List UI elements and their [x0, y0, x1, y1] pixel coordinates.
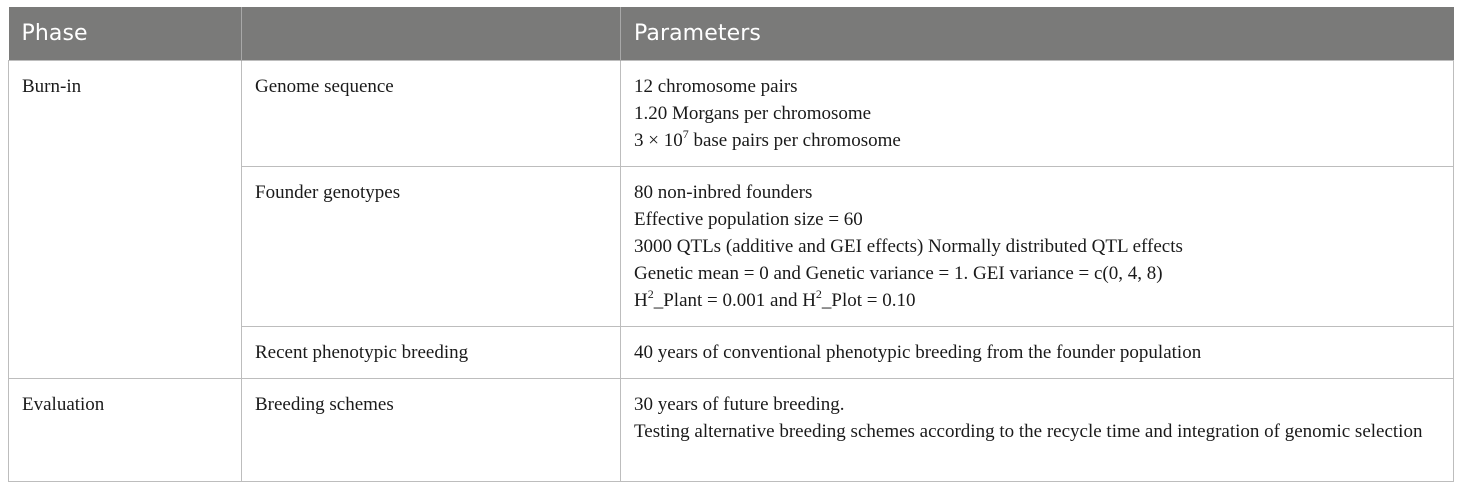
table-row [9, 61, 1454, 167]
stage-cell-founder-genotypes: Founder genotypes [242, 167, 621, 327]
param-line: Testing alternative breeding schemes according to the recycle time and integration of genomic selection [634, 421, 1423, 442]
param-line: $3 \times 10^7$ base pairs per chromosome [634, 126, 901, 151]
table-row [9, 379, 1454, 482]
param-line: $H^2\_Plant = 0.001$ and $H^2\_Plot = 0.10$ [634, 286, 916, 311]
param-line: 3000 QTLs (additive and GEI effects) Normally distributed QTL effects [634, 236, 1183, 257]
param-line: 30 years of future breeding. [634, 394, 845, 415]
param-line: Effective population size = 60 [634, 209, 863, 230]
header-parameters: Parameters [621, 7, 1454, 61]
table-header [9, 7, 1454, 61]
phase-cell-burn-in: Burn-in [9, 61, 242, 379]
params-cell-recent-breeding: 40 years of conventional phenotypic breeding from the founder population [621, 327, 1454, 379]
header-stage [242, 7, 621, 61]
stage-cell-genome-sequence: Genome sequence [242, 61, 621, 167]
param-line: 1.20 Morgans per chromosome [634, 103, 872, 124]
stage-cell-breeding-schemes: Breeding schemes [242, 379, 621, 482]
parameters-table-container [8, 7, 1453, 482]
params-cell-founder-genotypes [621, 167, 1454, 327]
header-row [9, 7, 1454, 61]
table-body [9, 61, 1454, 482]
param-line: 12 chromosome pairs [634, 76, 798, 97]
param-line: 80 non-inbred founders [634, 182, 813, 203]
params-cell-breeding-schemes [621, 379, 1454, 482]
params-cell-genome-sequence [621, 61, 1454, 167]
parameters-table [8, 7, 1454, 482]
header-phase: Phase [9, 7, 242, 61]
stage-cell-recent-breeding: Recent phenotypic breeding [242, 327, 621, 379]
param-line: Genetic mean = 0 and Genetic variance = 1. GEI variance = c(0, 4, 8) [634, 263, 1163, 284]
phase-cell-evaluation: Evaluation [9, 379, 242, 482]
